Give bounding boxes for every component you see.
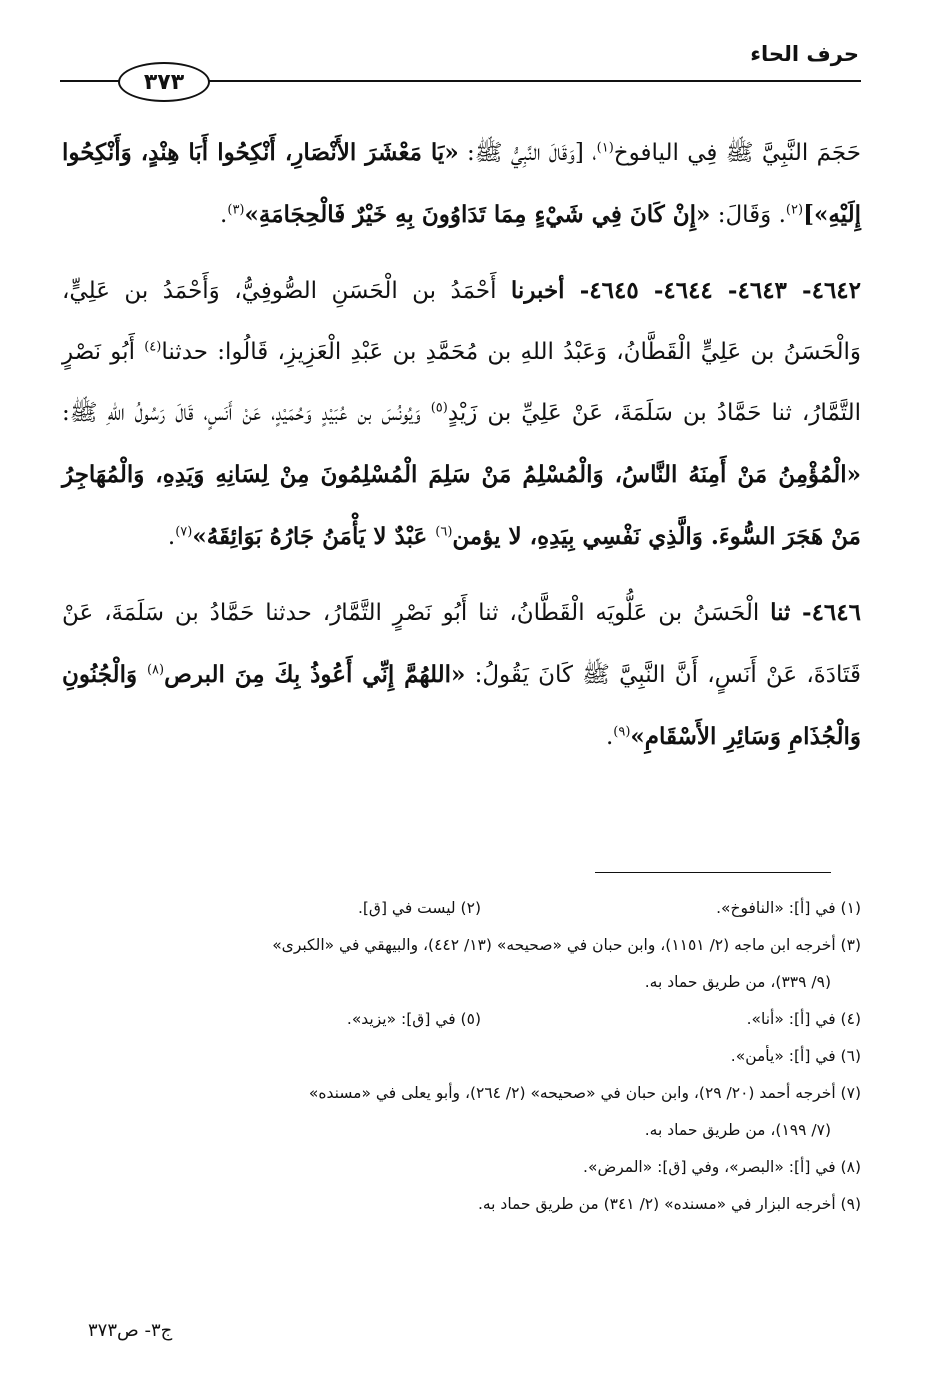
- text-segment: أَبُو نَصْرٍ التَّمَّارُ، ثنا حَمَّادُ بن سَلَمَةَ، عَنْ عَلِيِّ بن زَيْدٍ: [62, 339, 862, 426]
- footnote-marker: (٤): [144, 339, 162, 355]
- footnote-marker: (٩): [613, 724, 631, 740]
- volume-page-reference: ج٣- ص٣٧٣: [88, 1320, 173, 1341]
- footnote-marker: (٥): [430, 400, 448, 416]
- footnote-marker: (٦): [435, 524, 453, 540]
- page-number-oval: [118, 62, 210, 102]
- footnote-8: (٨) في [أ]: «البصر»، وفي [ق]: «المرض».: [583, 1158, 861, 1176]
- text-segment: الْحَسَنُ بن عَلُّويَه الْقَطَّانُ، ثنا أَبُو نَصْرٍ التَّمَّارُ، حدثنا حَمَّادُ بن سَلَمَةَ، عَنْ قَتَادَةَ، عَنْ أَنَسٍ، أَنَّ النَّبِيَّ ﷺ كَانَ يَقُولُ:: [62, 600, 861, 688]
- text-segment: «إِنْ كَانَ فِي شَيْءٍ مِمَا تَدَاوُونَ بِهِ خَيْرٌ فَالْحِجَامَةِ»: [244, 201, 711, 228]
- footnote-row: [62, 1186, 861, 1223]
- footnote-marker: (٢): [785, 202, 804, 218]
- footnote-marker: (٧): [175, 524, 193, 540]
- text-segment: وَيُونُسَ بن عُبَيْدٍ وَحُمَيْدٍ، عَنْ أَنَسٍ، قَالَ رَسُولُ اللهِ ﷺ:: [62, 400, 431, 426]
- footnote-marker: (٣): [227, 202, 245, 218]
- page-number: ٣٧٣: [143, 69, 185, 95]
- text-segment: ٤٦٤٢- ٤٦٤٣- ٤٦٤٤- ٤٦٤٥-: [564, 277, 862, 304]
- footnote-row: [62, 890, 861, 927]
- footnote-marker: (١): [596, 140, 614, 156]
- text-segment: أَحْمَدُ بن الْحَسَنِ الصُّوفِيُّ، وَأَحْمَدُ بن عَلِيٍّ، وَالْحَسَنُ بن عَلِيٍّ الْقَطَّانُ، وَعَبْدُ اللهِ بن مُحَمَّدِ بن عَبْدِ الْعَزِيزِ، قَالُوا: حدثنا: [62, 278, 861, 365]
- text-segment: «يَا مَعْشَرَ الأَنْصَارِ، أَنْكِحُوا أَبَا هِنْدٍ، وَأَنْكِحُوا إِلَيْهِ»]: [62, 139, 861, 228]
- footnote-7: [62, 1075, 861, 1149]
- footnotes: [62, 890, 861, 1223]
- text-segment: ٤٦٤٦-: [790, 599, 861, 626]
- footnote-7-line-2: (٧/ ١٩٩)، من طريق حماد به.: [644, 1121, 831, 1139]
- footnote-row: [62, 1149, 861, 1186]
- footnote-3-line-2: (٩/ ٣٣٩)، من طريق حماد به.: [644, 973, 831, 991]
- text-segment: حَجَمَ النَّبِيَّ ﷺ فِي اليافوخ: [613, 140, 861, 166]
- paragraph-3: [62, 582, 861, 768]
- text-segment: وَالْجُنُونِ وَالْجُذَامِ وَسَائِرِ الأَسْقَامِ»: [62, 661, 861, 750]
- text-segment: عَبْدٌ لا يَأْمَنُ جَارُهُ بَوَائِقَهُ»: [192, 523, 436, 550]
- footnote-2: (٢) ليست في [ق].: [357, 899, 481, 917]
- text-segment: «اللهُمَّ إِنِّي أَعُوذُ بِكَ مِنَ البرص: [164, 661, 466, 688]
- paragraph-1: [62, 122, 861, 246]
- text-segment: أخبرنا: [510, 277, 565, 304]
- text-segment: «الْمُؤْمِنُ مَنْ أَمِنَهُ النَّاسُ، وَالْمُسْلِمُ مَنْ سَلِمَ الْمُسْلِمُونَ مِنْ لِسَانِهِ وَيَدِهِ، وَالْمُهَاجِرُ مَنْ هَجَرَ السُّوءَ. وَالَّذِي نَفْسِي بِيَدِهِ، لا يؤمن: [62, 461, 861, 550]
- paragraph-2: [62, 260, 861, 568]
- text-segment: .: [605, 724, 614, 750]
- footnote-1: (١) في [أ]: «النافوخ».: [716, 899, 861, 917]
- text-segment: . وَقَالَ:: [710, 202, 786, 228]
- footnote-9: (٩) أخرجه البزار في «مسنده» (٢/ ٣٤١) من طريق حماد به.: [477, 1195, 861, 1213]
- running-title: حرف الحاء: [750, 42, 859, 66]
- footnote-row: [62, 1038, 861, 1075]
- main-text: [62, 122, 861, 768]
- text-segment: ثنا: [770, 599, 791, 626]
- text-segment: .: [167, 524, 176, 550]
- footnote-separator: [595, 872, 831, 873]
- footnote-7-line-1: (٧) أخرجه أحمد (٢٠/ ٢٩)، وابن حبان في «صحيحه» (٢/ ٢٦٤)، وأبو يعلى في «مسنده»: [308, 1084, 861, 1102]
- text-segment: .: [220, 202, 228, 228]
- footnote-4: (٤) في [أ]: «أنا».: [746, 1010, 861, 1028]
- footnote-3-line-1: (٣) أخرجه ابن ماجه (٢/ ١١٥١)، وابن حبان في «صحيحه» (١٣/ ٤٤٢)، والبيهقي في «الكبرى»: [272, 936, 861, 954]
- footnote-5: (٥) في [ق]: «يزيد».: [346, 1010, 481, 1028]
- footnote-row: [62, 1001, 861, 1038]
- footnote-6: (٦) في [أ]: «يأمن».: [730, 1047, 861, 1065]
- footnote-3: [62, 927, 861, 1001]
- footnote-marker: (٨): [146, 662, 165, 678]
- text-segment: ، [وَقَالَ النَّبِيُّ ﷺ:: [458, 140, 597, 166]
